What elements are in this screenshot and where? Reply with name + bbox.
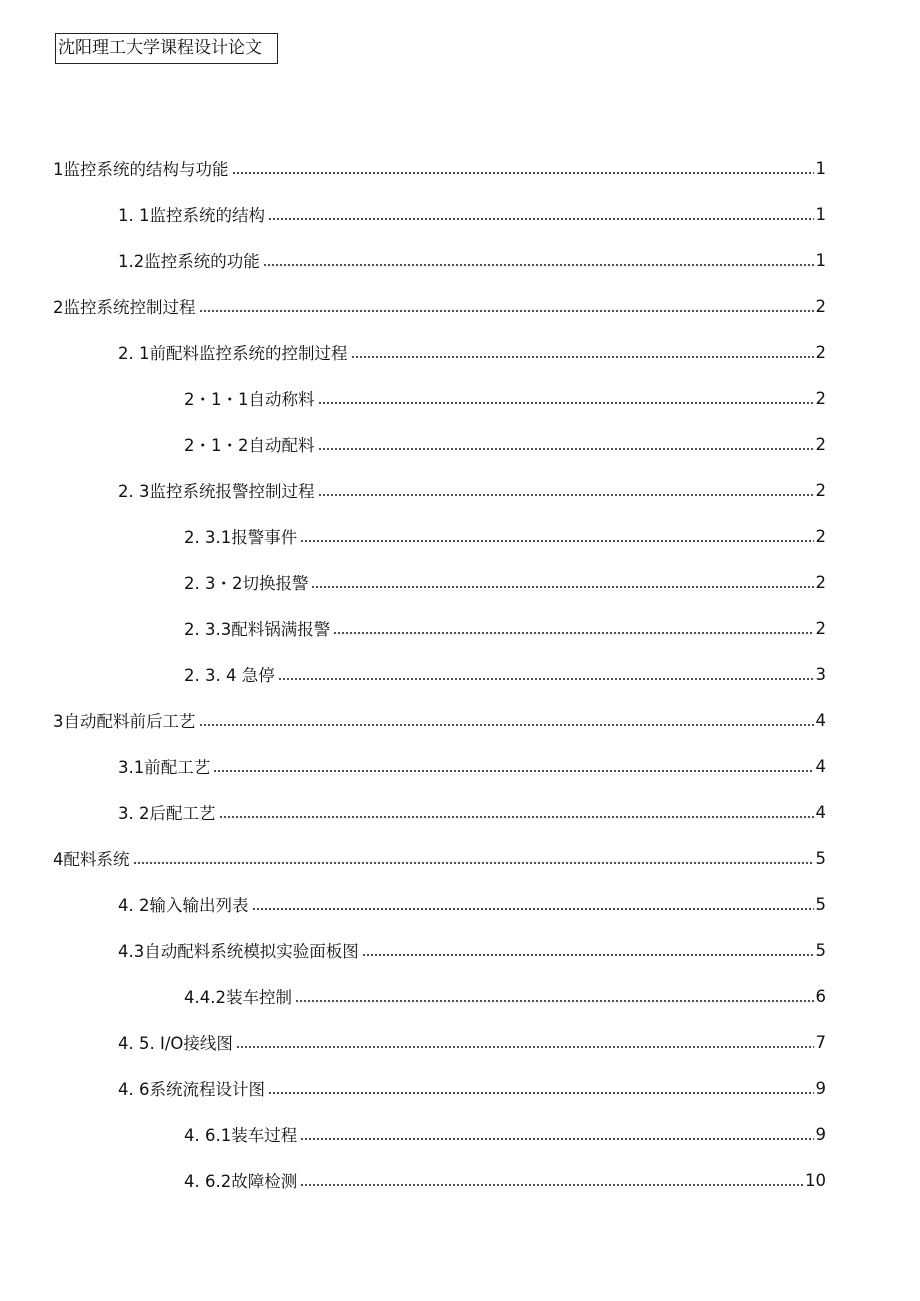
toc-dot-leader xyxy=(236,1046,814,1048)
toc-entry-level-1[interactable] xyxy=(53,145,826,191)
toc-dot-leader xyxy=(362,954,814,956)
toc-entry-title: 4配料系统 xyxy=(53,846,133,870)
toc-entry-title: 4. 2输入输出列表 xyxy=(118,892,252,916)
toc-entry-title: 4. 6.1装车过程 xyxy=(184,1122,300,1146)
toc-entry-title: 4.4.2装车控制 xyxy=(184,984,295,1008)
toc-dot-leader xyxy=(252,908,814,910)
toc-dot-leader xyxy=(318,402,814,404)
toc-dot-leader xyxy=(268,218,814,220)
toc-entry-title: 2・1・2自动配料 xyxy=(184,432,318,456)
toc-entry-page-number: 3 xyxy=(815,664,826,684)
toc-entry-page-number: 5 xyxy=(815,894,826,914)
toc-dot-leader xyxy=(278,678,814,680)
toc-entry-title: 2・1・1自动称料 xyxy=(184,386,318,410)
toc-entry-level-2[interactable] xyxy=(118,1065,826,1111)
toc-entry-level-3[interactable] xyxy=(184,1157,826,1203)
toc-entry-title: 4.3自动配料系统模拟实验面板图 xyxy=(118,938,362,962)
toc-entry-level-3[interactable] xyxy=(184,973,826,1019)
toc-entry-level-3[interactable] xyxy=(184,1111,826,1157)
toc-dot-leader xyxy=(351,356,814,358)
toc-entry-page-number: 5 xyxy=(815,940,826,960)
toc-entry-page-number: 6 xyxy=(815,986,826,1006)
toc-entry-page-number: 2 xyxy=(815,618,826,638)
toc-dot-leader xyxy=(219,816,814,818)
toc-entry-title: 2. 3. 4 急停 xyxy=(184,662,278,686)
toc-entry-page-number: 4 xyxy=(815,756,826,776)
toc-entry-page-number: 7 xyxy=(815,1032,826,1052)
toc-dot-leader xyxy=(232,172,814,174)
toc-entry-title: 4. 6.2故障检测 xyxy=(184,1168,300,1192)
toc-entry-level-1[interactable] xyxy=(53,697,826,743)
toc-entry-level-2[interactable] xyxy=(118,237,826,283)
toc-entry-level-2[interactable] xyxy=(118,881,826,927)
toc-entry-page-number: 2 xyxy=(815,480,826,500)
toc-entry-level-3[interactable] xyxy=(184,375,826,421)
toc-dot-leader xyxy=(300,1184,803,1186)
toc-dot-leader xyxy=(199,310,814,312)
document-header-title: 沈阳理工大学课程设计论文 xyxy=(55,33,278,64)
toc-entry-title: 1. 1监控系统的结构 xyxy=(118,202,268,226)
toc-entry-level-2[interactable] xyxy=(118,329,826,375)
toc-entry-title: 1.2监控系统的功能 xyxy=(118,248,263,272)
toc-entry-title: 2. 3.3配料锅满报警 xyxy=(184,616,333,640)
toc-dot-leader xyxy=(300,540,813,542)
toc-entry-title: 1监控系统的结构与功能 xyxy=(53,156,232,180)
toc-entry-page-number: 2 xyxy=(815,296,826,316)
toc-entry-page-number: 2 xyxy=(815,526,826,546)
toc-entry-title: 4. 6系统流程设计图 xyxy=(118,1076,268,1100)
toc-entry-level-3[interactable] xyxy=(184,421,826,467)
toc-entry-page-number: 4 xyxy=(815,710,826,730)
toc-dot-leader xyxy=(268,1092,814,1094)
toc-entry-title: 3自动配料前后工艺 xyxy=(53,708,199,732)
toc-entry-level-2[interactable] xyxy=(118,1019,826,1065)
toc-dot-leader xyxy=(263,264,814,266)
toc-dot-leader xyxy=(318,448,814,450)
toc-entry-page-number: 2 xyxy=(815,572,826,592)
toc-dot-leader xyxy=(199,724,814,726)
toc-entry-level-3[interactable] xyxy=(184,605,826,651)
toc-dot-leader xyxy=(318,494,814,496)
toc-entry-title: 2. 1前配料监控系统的控制过程 xyxy=(118,340,351,364)
toc-entry-page-number: 1 xyxy=(815,204,826,224)
toc-entry-level-2[interactable] xyxy=(118,467,826,513)
toc-entry-level-2[interactable] xyxy=(118,191,826,237)
toc-entry-level-2[interactable] xyxy=(118,743,826,789)
toc-dot-leader xyxy=(311,586,813,588)
toc-entry-title: 4. 5. I/O接线图 xyxy=(118,1030,236,1054)
toc-entry-title: 2. 3监控系统报警控制过程 xyxy=(118,478,318,502)
toc-entry-page-number: 2 xyxy=(815,434,826,454)
toc-entry-page-number: 2 xyxy=(815,388,826,408)
toc-entry-title: 2. 3.1报警事件 xyxy=(184,524,300,548)
toc-dot-leader xyxy=(300,1138,813,1140)
toc-entry-page-number: 10 xyxy=(805,1170,826,1190)
toc-dot-leader xyxy=(295,1000,814,1002)
toc-entry-level-2[interactable] xyxy=(118,789,826,835)
toc-entry-title: 3.1前配工艺 xyxy=(118,754,213,778)
toc-entry-level-3[interactable] xyxy=(184,651,826,697)
toc-entry-level-1[interactable] xyxy=(53,283,826,329)
toc-entry-page-number: 5 xyxy=(815,848,826,868)
toc-entry-level-1[interactable] xyxy=(53,835,826,881)
toc-entry-title: 2. 3・2切换报警 xyxy=(184,570,311,594)
toc-dot-leader xyxy=(333,632,813,634)
toc-entry-title: 3. 2后配工艺 xyxy=(118,800,219,824)
toc-entry-page-number: 9 xyxy=(815,1078,826,1098)
toc-entry-page-number: 9 xyxy=(815,1124,826,1144)
toc-entry-page-number: 1 xyxy=(815,158,826,178)
toc-entry-level-3[interactable] xyxy=(184,513,826,559)
toc-entry-page-number: 4 xyxy=(815,802,826,822)
toc-entry-level-3[interactable] xyxy=(184,559,826,605)
toc-dot-leader xyxy=(133,862,814,864)
toc-dot-leader xyxy=(213,770,813,772)
toc-entry-page-number: 2 xyxy=(815,342,826,362)
toc-entry-level-2[interactable] xyxy=(118,927,826,973)
toc-entry-title: 2监控系统控制过程 xyxy=(53,294,199,318)
toc-entry-page-number: 1 xyxy=(815,250,826,270)
